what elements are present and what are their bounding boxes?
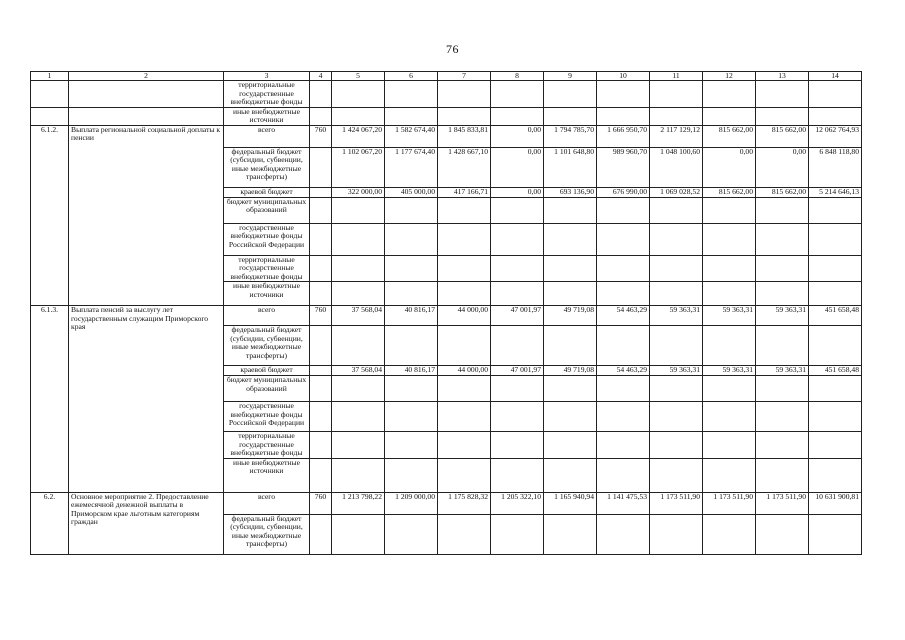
cell-empty bbox=[332, 255, 385, 282]
value-cell: 5 214 646,13 bbox=[809, 187, 862, 197]
cell-empty bbox=[385, 255, 438, 282]
table-row bbox=[31, 306, 862, 326]
cell-empty bbox=[438, 81, 491, 108]
funding-source: иные внебюджетные источники bbox=[224, 107, 310, 125]
cell-empty bbox=[597, 432, 650, 459]
cell-empty bbox=[491, 402, 544, 432]
value-cell: 59 363,31 bbox=[756, 306, 809, 326]
value-cell: 815 662,00 bbox=[703, 125, 756, 147]
cell-empty bbox=[809, 197, 862, 223]
cell-empty bbox=[438, 326, 491, 366]
row-code: 6.2. bbox=[31, 492, 69, 554]
cell-empty bbox=[491, 107, 544, 125]
cell-empty bbox=[597, 107, 650, 125]
cell-empty bbox=[332, 458, 385, 492]
cell-empty bbox=[491, 223, 544, 255]
value-cell: 44 000,00 bbox=[438, 366, 491, 376]
value-cell: 1 173 511,90 bbox=[650, 492, 703, 514]
cell-empty bbox=[31, 81, 69, 108]
cell-empty bbox=[438, 514, 491, 554]
value-cell: 0,00 bbox=[491, 125, 544, 147]
cell-empty bbox=[491, 376, 544, 402]
value-cell: 47 001,97 bbox=[491, 366, 544, 376]
cell-empty bbox=[385, 197, 438, 223]
funding-source: иные внебюджетные источники bbox=[224, 458, 310, 492]
cell-empty bbox=[756, 402, 809, 432]
cell-empty bbox=[544, 197, 597, 223]
cell-empty bbox=[809, 326, 862, 366]
cell-empty bbox=[69, 107, 224, 125]
cell-empty bbox=[491, 197, 544, 223]
column-header: 3 bbox=[224, 72, 310, 81]
cell-empty bbox=[650, 81, 703, 108]
value-cell: 451 658,48 bbox=[809, 366, 862, 376]
cell-empty bbox=[491, 81, 544, 108]
cell-empty bbox=[544, 223, 597, 255]
column-header: 4 bbox=[310, 72, 332, 81]
value-cell: 417 166,71 bbox=[438, 187, 491, 197]
column-header: 8 bbox=[491, 72, 544, 81]
value-cell: 59 363,31 bbox=[650, 306, 703, 326]
cell-empty bbox=[703, 255, 756, 282]
row-name: Выплата региональной социальной доплаты к пенсии bbox=[69, 125, 224, 306]
cell-empty bbox=[491, 514, 544, 554]
cell-empty bbox=[703, 376, 756, 402]
cell-empty bbox=[703, 223, 756, 255]
cell-empty bbox=[310, 514, 332, 554]
value-cell: 1 794 785,70 bbox=[544, 125, 597, 147]
cell-empty bbox=[385, 432, 438, 459]
column-header: 11 bbox=[650, 72, 703, 81]
value-cell: 451 658,48 bbox=[809, 306, 862, 326]
cell-empty bbox=[310, 402, 332, 432]
cell-empty bbox=[385, 107, 438, 125]
value-cell: 815 662,00 bbox=[703, 187, 756, 197]
column-header: 9 bbox=[544, 72, 597, 81]
cell-empty bbox=[544, 514, 597, 554]
value-cell: 12 062 764,93 bbox=[809, 125, 862, 147]
cell-empty bbox=[332, 514, 385, 554]
cell-empty bbox=[650, 432, 703, 459]
row-col4: 760 bbox=[310, 306, 332, 326]
value-cell: 0,00 bbox=[756, 147, 809, 187]
cell-empty bbox=[597, 376, 650, 402]
cell-empty bbox=[809, 458, 862, 492]
cell-empty bbox=[703, 326, 756, 366]
cell-empty bbox=[703, 282, 756, 306]
value-cell: 0,00 bbox=[703, 147, 756, 187]
cell-empty bbox=[650, 282, 703, 306]
funding-source: иные внебюджетные источники bbox=[224, 282, 310, 306]
column-header: 1 bbox=[31, 72, 69, 81]
cell-empty bbox=[385, 81, 438, 108]
cell-empty bbox=[544, 402, 597, 432]
table-row bbox=[31, 492, 862, 514]
cell-empty bbox=[650, 402, 703, 432]
cell-empty bbox=[703, 81, 756, 108]
funding-source: федеральный бюджет (субсидии, субвенции, иные межбюджетные трансферты) bbox=[224, 147, 310, 187]
funding-source: федеральный бюджет (субсидии, субвенции, иные межбюджетные трансферты) bbox=[224, 514, 310, 554]
cell-empty bbox=[756, 432, 809, 459]
cell-empty bbox=[809, 376, 862, 402]
cell-empty bbox=[438, 223, 491, 255]
value-cell: 40 816,17 bbox=[385, 306, 438, 326]
cell-empty bbox=[332, 326, 385, 366]
cell-empty bbox=[438, 402, 491, 432]
value-cell: 1 209 000,00 bbox=[385, 492, 438, 514]
cell-empty bbox=[69, 81, 224, 108]
value-cell: 49 719,08 bbox=[544, 306, 597, 326]
column-header: 2 bbox=[69, 72, 224, 81]
cell-empty bbox=[650, 223, 703, 255]
cell-empty bbox=[438, 432, 491, 459]
cell-empty bbox=[597, 223, 650, 255]
cell-empty bbox=[809, 514, 862, 554]
cell-empty bbox=[310, 223, 332, 255]
row-name: Основное мероприятие 2. Предоставление ежемесячной денежной выплаты в Приморском крае льготным категориям граждан bbox=[69, 492, 224, 554]
cell-empty bbox=[385, 402, 438, 432]
funding-source: территориальные государственные внебюджетные фонды bbox=[224, 255, 310, 282]
cell-empty bbox=[809, 282, 862, 306]
cell-empty bbox=[491, 326, 544, 366]
value-cell: 1 141 475,53 bbox=[597, 492, 650, 514]
value-cell: 1 213 798,22 bbox=[332, 492, 385, 514]
cell-empty bbox=[385, 376, 438, 402]
cell-empty bbox=[650, 326, 703, 366]
cell-empty bbox=[310, 282, 332, 306]
value-cell: 44 000,00 bbox=[438, 306, 491, 326]
cell-empty bbox=[491, 282, 544, 306]
funding-source: краевой бюджет bbox=[224, 366, 310, 376]
value-cell: 1 165 940,94 bbox=[544, 492, 597, 514]
value-cell: 1 102 067,20 bbox=[332, 147, 385, 187]
funding-source: бюджет муниципальных образований bbox=[224, 197, 310, 223]
value-cell: 1 177 674,40 bbox=[385, 147, 438, 187]
cell-empty bbox=[650, 107, 703, 125]
cell-empty bbox=[809, 81, 862, 108]
value-cell: 59 363,31 bbox=[703, 306, 756, 326]
value-cell: 10 631 900,81 bbox=[809, 492, 862, 514]
value-cell: 37 568,04 bbox=[332, 366, 385, 376]
cell-empty bbox=[310, 197, 332, 223]
row-name: Выплата пенсий за выслугу лет государственным служащим Приморского края bbox=[69, 306, 224, 493]
value-cell: 54 463,29 bbox=[597, 306, 650, 326]
table-row bbox=[31, 107, 862, 125]
cell-empty bbox=[332, 107, 385, 125]
column-header: 6 bbox=[385, 72, 438, 81]
cell-empty bbox=[438, 458, 491, 492]
cell-empty bbox=[491, 458, 544, 492]
value-cell: 1 666 950,70 bbox=[597, 125, 650, 147]
cell-empty bbox=[332, 432, 385, 459]
cell-empty bbox=[310, 458, 332, 492]
cell-empty bbox=[756, 376, 809, 402]
table-row bbox=[31, 81, 862, 108]
funding-source: всего bbox=[224, 125, 310, 147]
funding-source: бюджет муниципальных образований bbox=[224, 376, 310, 402]
cell-empty bbox=[597, 197, 650, 223]
cell-empty bbox=[544, 107, 597, 125]
cell-empty bbox=[332, 282, 385, 306]
value-cell: 59 363,31 bbox=[703, 366, 756, 376]
value-cell: 54 463,29 bbox=[597, 366, 650, 376]
funding-source: всего bbox=[224, 492, 310, 514]
cell-empty bbox=[809, 223, 862, 255]
value-cell: 1 069 028,52 bbox=[650, 187, 703, 197]
value-cell: 49 719,08 bbox=[544, 366, 597, 376]
cell-empty bbox=[438, 197, 491, 223]
cell-empty bbox=[385, 326, 438, 366]
cell-empty bbox=[332, 81, 385, 108]
cell-empty bbox=[310, 107, 332, 125]
budget-table bbox=[30, 71, 862, 555]
value-cell: 1 205 322,10 bbox=[491, 492, 544, 514]
column-header: 7 bbox=[438, 72, 491, 81]
cell-empty bbox=[332, 223, 385, 255]
value-cell: 1 428 667,10 bbox=[438, 147, 491, 187]
cell-empty bbox=[385, 514, 438, 554]
cell-empty bbox=[310, 432, 332, 459]
cell-empty bbox=[703, 514, 756, 554]
cell-empty bbox=[385, 223, 438, 255]
value-cell: 989 960,70 bbox=[597, 147, 650, 187]
row-code: 6.1.2. bbox=[31, 125, 69, 306]
cell-empty bbox=[332, 376, 385, 402]
column-header: 13 bbox=[756, 72, 809, 81]
table-row bbox=[31, 125, 862, 147]
column-header: 10 bbox=[597, 72, 650, 81]
funding-source: государственные внебюджетные фонды Российской Федерации bbox=[224, 223, 310, 255]
value-cell: 37 568,04 bbox=[332, 306, 385, 326]
cell-empty bbox=[703, 107, 756, 125]
cell-empty bbox=[650, 458, 703, 492]
cell-empty bbox=[756, 458, 809, 492]
cell-empty bbox=[310, 326, 332, 366]
value-cell: 2 117 129,12 bbox=[650, 125, 703, 147]
value-cell: 405 000,00 bbox=[385, 187, 438, 197]
value-cell: 693 136,90 bbox=[544, 187, 597, 197]
cell-empty bbox=[809, 402, 862, 432]
cell-empty bbox=[650, 514, 703, 554]
cell-empty bbox=[756, 282, 809, 306]
value-cell: 815 662,00 bbox=[756, 125, 809, 147]
cell-empty bbox=[544, 376, 597, 402]
funding-source: территориальные государственные внебюджетные фонды bbox=[224, 81, 310, 108]
value-cell: 1 173 511,90 bbox=[756, 492, 809, 514]
cell-empty bbox=[597, 282, 650, 306]
funding-source: государственные внебюджетные фонды Российской Федерации bbox=[224, 402, 310, 432]
cell-empty bbox=[544, 432, 597, 459]
value-cell: 59 363,31 bbox=[756, 366, 809, 376]
column-header: 14 bbox=[809, 72, 862, 81]
cell-empty bbox=[310, 81, 332, 108]
cell-empty bbox=[756, 81, 809, 108]
cell-empty bbox=[597, 255, 650, 282]
row-col4: 760 bbox=[310, 492, 332, 514]
header-row bbox=[31, 72, 862, 81]
cell-empty bbox=[310, 255, 332, 282]
cell-empty bbox=[544, 255, 597, 282]
row-code: 6.1.3. bbox=[31, 306, 69, 493]
cell-empty bbox=[310, 366, 332, 376]
value-cell: 1 845 833,81 bbox=[438, 125, 491, 147]
cell-empty bbox=[703, 432, 756, 459]
cell-empty bbox=[385, 458, 438, 492]
value-cell: 815 662,00 bbox=[756, 187, 809, 197]
cell-empty bbox=[332, 402, 385, 432]
row-col4: 760 bbox=[310, 125, 332, 147]
page-number: 76 bbox=[446, 42, 459, 56]
cell-empty bbox=[703, 402, 756, 432]
cell-empty bbox=[597, 402, 650, 432]
cell-empty bbox=[544, 282, 597, 306]
cell-empty bbox=[597, 458, 650, 492]
cell-empty bbox=[756, 326, 809, 366]
funding-source: краевой бюджет bbox=[224, 187, 310, 197]
cell-empty bbox=[438, 282, 491, 306]
cell-empty bbox=[385, 282, 438, 306]
cell-empty bbox=[491, 255, 544, 282]
value-cell: 1 173 511,90 bbox=[703, 492, 756, 514]
value-cell: 40 816,17 bbox=[385, 366, 438, 376]
cell-empty bbox=[756, 107, 809, 125]
value-cell: 59 363,31 bbox=[650, 366, 703, 376]
column-header: 12 bbox=[703, 72, 756, 81]
value-cell: 0,00 bbox=[491, 187, 544, 197]
value-cell: 1 424 067,20 bbox=[332, 125, 385, 147]
cell-empty bbox=[544, 458, 597, 492]
cell-empty bbox=[310, 147, 332, 187]
cell-empty bbox=[703, 458, 756, 492]
cell-empty bbox=[597, 326, 650, 366]
cell-empty bbox=[809, 107, 862, 125]
cell-empty bbox=[650, 376, 703, 402]
cell-empty bbox=[438, 107, 491, 125]
value-cell: 322 000,00 bbox=[332, 187, 385, 197]
cell-empty bbox=[597, 81, 650, 108]
cell-empty bbox=[650, 255, 703, 282]
cell-empty bbox=[438, 376, 491, 402]
cell-empty bbox=[756, 197, 809, 223]
value-cell: 1 582 674,40 bbox=[385, 125, 438, 147]
cell-empty bbox=[650, 197, 703, 223]
cell-empty bbox=[703, 197, 756, 223]
cell-empty bbox=[491, 432, 544, 459]
cell-empty bbox=[809, 255, 862, 282]
value-cell: 676 990,00 bbox=[597, 187, 650, 197]
cell-empty bbox=[544, 81, 597, 108]
column-header: 5 bbox=[332, 72, 385, 81]
value-cell: 0,00 bbox=[491, 147, 544, 187]
cell-empty bbox=[756, 255, 809, 282]
cell-empty bbox=[597, 514, 650, 554]
funding-source: федеральный бюджет (субсидии, субвенции, иные межбюджетные трансферты) bbox=[224, 326, 310, 366]
funding-source: всего bbox=[224, 306, 310, 326]
cell-empty bbox=[31, 107, 69, 125]
cell-empty bbox=[809, 432, 862, 459]
value-cell: 1 101 648,80 bbox=[544, 147, 597, 187]
value-cell: 1 048 100,60 bbox=[650, 147, 703, 187]
funding-source: территориальные государственные внебюджетные фонды bbox=[224, 432, 310, 459]
value-cell: 47 001,97 bbox=[491, 306, 544, 326]
value-cell: 6 848 118,80 bbox=[809, 147, 862, 187]
cell-empty bbox=[438, 255, 491, 282]
cell-empty bbox=[310, 187, 332, 197]
value-cell: 1 175 828,32 bbox=[438, 492, 491, 514]
cell-empty bbox=[332, 197, 385, 223]
cell-empty bbox=[756, 223, 809, 255]
cell-empty bbox=[544, 326, 597, 366]
cell-empty bbox=[310, 376, 332, 402]
cell-empty bbox=[756, 514, 809, 554]
